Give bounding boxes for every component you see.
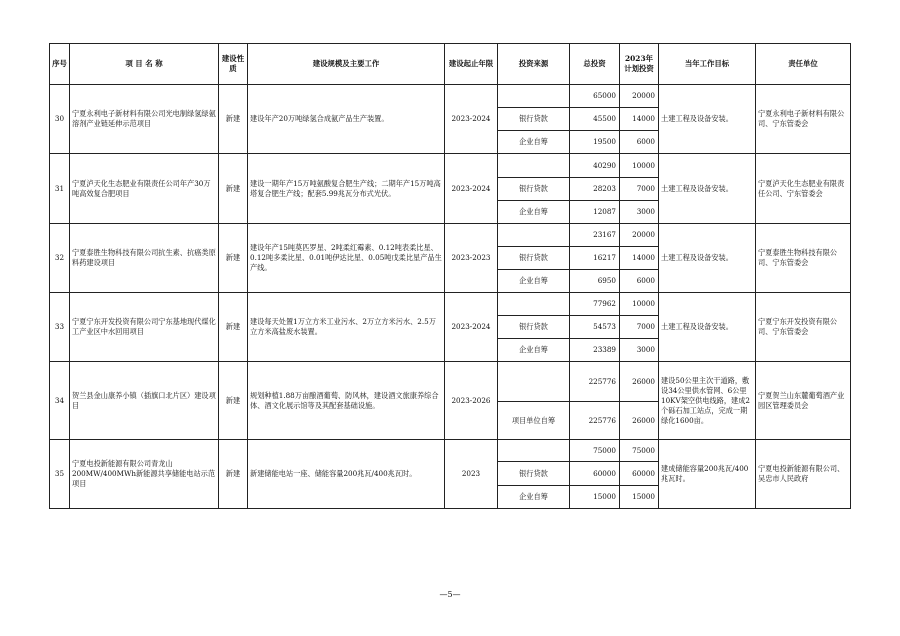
plan-cell: 60000 — [620, 462, 659, 486]
source-cell: 企业自筹 — [498, 339, 570, 362]
source-cell: 银行贷款 — [498, 462, 570, 486]
nature-cell: 新建 — [219, 154, 248, 224]
scope-cell: 建设年产20万吨绿氢合成氨产品生产装置。 — [248, 85, 445, 154]
source-cell: 银行贷款 — [498, 247, 570, 270]
source-cell — [498, 224, 570, 247]
total-cell: 65000 — [570, 85, 620, 108]
total-cell: 15000 — [570, 486, 620, 509]
goal-cell: 建成储能容量200兆瓦/400兆瓦时。 — [659, 440, 756, 509]
nature-cell: 新建 — [219, 293, 248, 362]
plan-cell: 26000 — [620, 402, 659, 440]
header-scope: 建设规模及主要工作 — [248, 44, 445, 85]
header-goal: 当年工作目标 — [659, 44, 756, 85]
plan-cell: 6000 — [620, 270, 659, 293]
source-cell — [498, 85, 570, 108]
total-cell: 225776 — [570, 402, 620, 440]
total-cell: 28203 — [570, 178, 620, 201]
header-total: 总投资 — [570, 44, 620, 85]
project-name-cell: 贺兰县金山康养小镇（插旗口北片区）建设项目 — [70, 362, 219, 440]
period-cell: 2023-2024 — [445, 293, 498, 362]
source-cell: 银行贷款 — [498, 316, 570, 339]
seq-cell: 33 — [50, 293, 70, 362]
source-cell: 企业自筹 — [498, 486, 570, 509]
plan-cell: 7000 — [620, 178, 659, 201]
nature-cell: 新建 — [219, 224, 248, 293]
plan-cell: 10000 — [620, 293, 659, 316]
plan-cell: 3000 — [620, 339, 659, 362]
nature-cell: 新建 — [219, 85, 248, 154]
project-name-cell: 宁夏泰胜生物科技有限公司抗生素、抗癌类原料药建设项目 — [70, 224, 219, 293]
scope-cell: 建设年产15吨莫匹罗星、2吨柔红霉素、0.12吨表柔比星、0.12吨多柔比星、0.01吨伊达比星、0.05吨戊柔比星产品生产线。 — [248, 224, 445, 293]
project-name-cell: 宁夏泸天化生态肥业有限责任公司年产30万吨高效复合肥项目 — [70, 154, 219, 224]
total-cell: 16217 — [570, 247, 620, 270]
goal-cell: 土建工程及设备安装。 — [659, 154, 756, 224]
goal-cell: 土建工程及设备安装。 — [659, 85, 756, 154]
source-cell: 企业自筹 — [498, 270, 570, 293]
table-row — [50, 154, 851, 178]
header-nature: 建设性质 — [219, 44, 248, 85]
header-unit: 责任单位 — [756, 44, 851, 85]
table-row — [50, 85, 851, 108]
page-number: —5— — [439, 590, 461, 599]
plan-cell: 14000 — [620, 108, 659, 131]
header-seq: 序号 — [50, 44, 70, 85]
unit-cell: 宁夏泸天化生态肥业有限责任公司、宁东管委会 — [756, 154, 851, 224]
plan-cell: 75000 — [620, 440, 659, 462]
unit-cell: 宁夏电投新能源有限公司、吴忠市人民政府 — [756, 440, 851, 509]
seq-cell: 32 — [50, 224, 70, 293]
plan-cell: 7000 — [620, 316, 659, 339]
period-cell: 2023-2026 — [445, 362, 498, 440]
table-row — [50, 362, 851, 402]
header-name: 项 目 名 称 — [70, 44, 219, 85]
table-row — [50, 224, 851, 247]
total-cell: 54573 — [570, 316, 620, 339]
plan-cell: 6000 — [620, 131, 659, 154]
unit-cell: 宁夏泰胜生物科技有限公司、宁东管委会 — [756, 224, 851, 293]
project-name-cell: 宁夏宁东开发投资有限公司宁东基地现代煤化工产业区中水回用项目 — [70, 293, 219, 362]
goal-cell: 土建工程及设备安装。 — [659, 224, 756, 293]
scope-cell: 新建储能电站一座、储能容量200兆瓦/400兆瓦时。 — [248, 440, 445, 509]
total-cell: 23167 — [570, 224, 620, 247]
plan-cell: 20000 — [620, 85, 659, 108]
source-cell: 项目单位自筹 — [498, 402, 570, 440]
table-header-row — [50, 44, 851, 85]
total-cell: 12087 — [570, 201, 620, 224]
table-row — [50, 440, 851, 462]
total-cell: 23389 — [570, 339, 620, 362]
plan-cell: 26000 — [620, 362, 659, 402]
project-table — [49, 43, 851, 509]
total-cell: 19500 — [570, 131, 620, 154]
total-cell: 77962 — [570, 293, 620, 316]
source-cell — [498, 154, 570, 178]
nature-cell: 新建 — [219, 362, 248, 440]
table-row — [50, 293, 851, 316]
period-cell: 2023-2024 — [445, 85, 498, 154]
scope-cell: 建设一期年产15万吨氨酸复合肥生产线；二期年产15万吨高塔复合肥生产线；配套5.99兆瓦分布式光伏。 — [248, 154, 445, 224]
source-cell: 企业自筹 — [498, 201, 570, 224]
total-cell: 75000 — [570, 440, 620, 462]
total-cell: 40290 — [570, 154, 620, 178]
period-cell: 2023-2023 — [445, 224, 498, 293]
header-source: 投资来源 — [498, 44, 570, 85]
goal-cell: 土建工程及设备安装。 — [659, 293, 756, 362]
header-plan2023: 2023年计划投资 — [620, 44, 659, 85]
source-cell: 银行贷款 — [498, 178, 570, 201]
source-cell — [498, 293, 570, 316]
header-period: 建设起止年限 — [445, 44, 498, 85]
nature-cell: 新建 — [219, 440, 248, 509]
source-cell: 银行贷款 — [498, 108, 570, 131]
seq-cell: 35 — [50, 440, 70, 509]
seq-cell: 30 — [50, 85, 70, 154]
plan-cell: 15000 — [620, 486, 659, 509]
total-cell: 225776 — [570, 362, 620, 402]
project-name-cell: 宁夏电投新能源有限公司青龙山200MW/400MWh新能源共享储能电站示范项目 — [70, 440, 219, 509]
project-name-cell: 宁夏永利电子新材料有限公司光电制绿氢绿氨溶剂产业链延伸示范项目 — [70, 85, 219, 154]
total-cell: 45500 — [570, 108, 620, 131]
source-cell — [498, 440, 570, 462]
plan-cell: 14000 — [620, 247, 659, 270]
scope-cell: 建设每天处置1万立方米工业污水、2万立方米污水、2.5万立方米高盐废水装置。 — [248, 293, 445, 362]
plan-cell: 20000 — [620, 224, 659, 247]
goal-cell: 建设50公里主次干道路，敷设34公里供水管网、6公里10KV架空供电线路，建成2个砾石加工站点，完成一期绿化1600亩。 — [659, 362, 756, 440]
total-cell: 6950 — [570, 270, 620, 293]
unit-cell: 宁夏贺兰山东麓葡萄酒产业园区管理委员会 — [756, 362, 851, 440]
plan-cell: 3000 — [620, 201, 659, 224]
unit-cell: 宁夏永利电子新材料有限公司、宁东管委会 — [756, 85, 851, 154]
period-cell: 2023 — [445, 440, 498, 509]
source-cell — [498, 362, 570, 402]
plan-cell: 10000 — [620, 154, 659, 178]
seq-cell: 34 — [50, 362, 70, 440]
period-cell: 2023-2024 — [445, 154, 498, 224]
scope-cell: 规划种植1.88万亩酿酒葡萄、防风林，建设酒文旅康养综合体、酒文化展示馆等及其配套基础设施。 — [248, 362, 445, 440]
unit-cell: 宁夏宁东开发投资有限公司、宁东管委会 — [756, 293, 851, 362]
seq-cell: 31 — [50, 154, 70, 224]
total-cell: 60000 — [570, 462, 620, 486]
source-cell: 企业自筹 — [498, 131, 570, 154]
